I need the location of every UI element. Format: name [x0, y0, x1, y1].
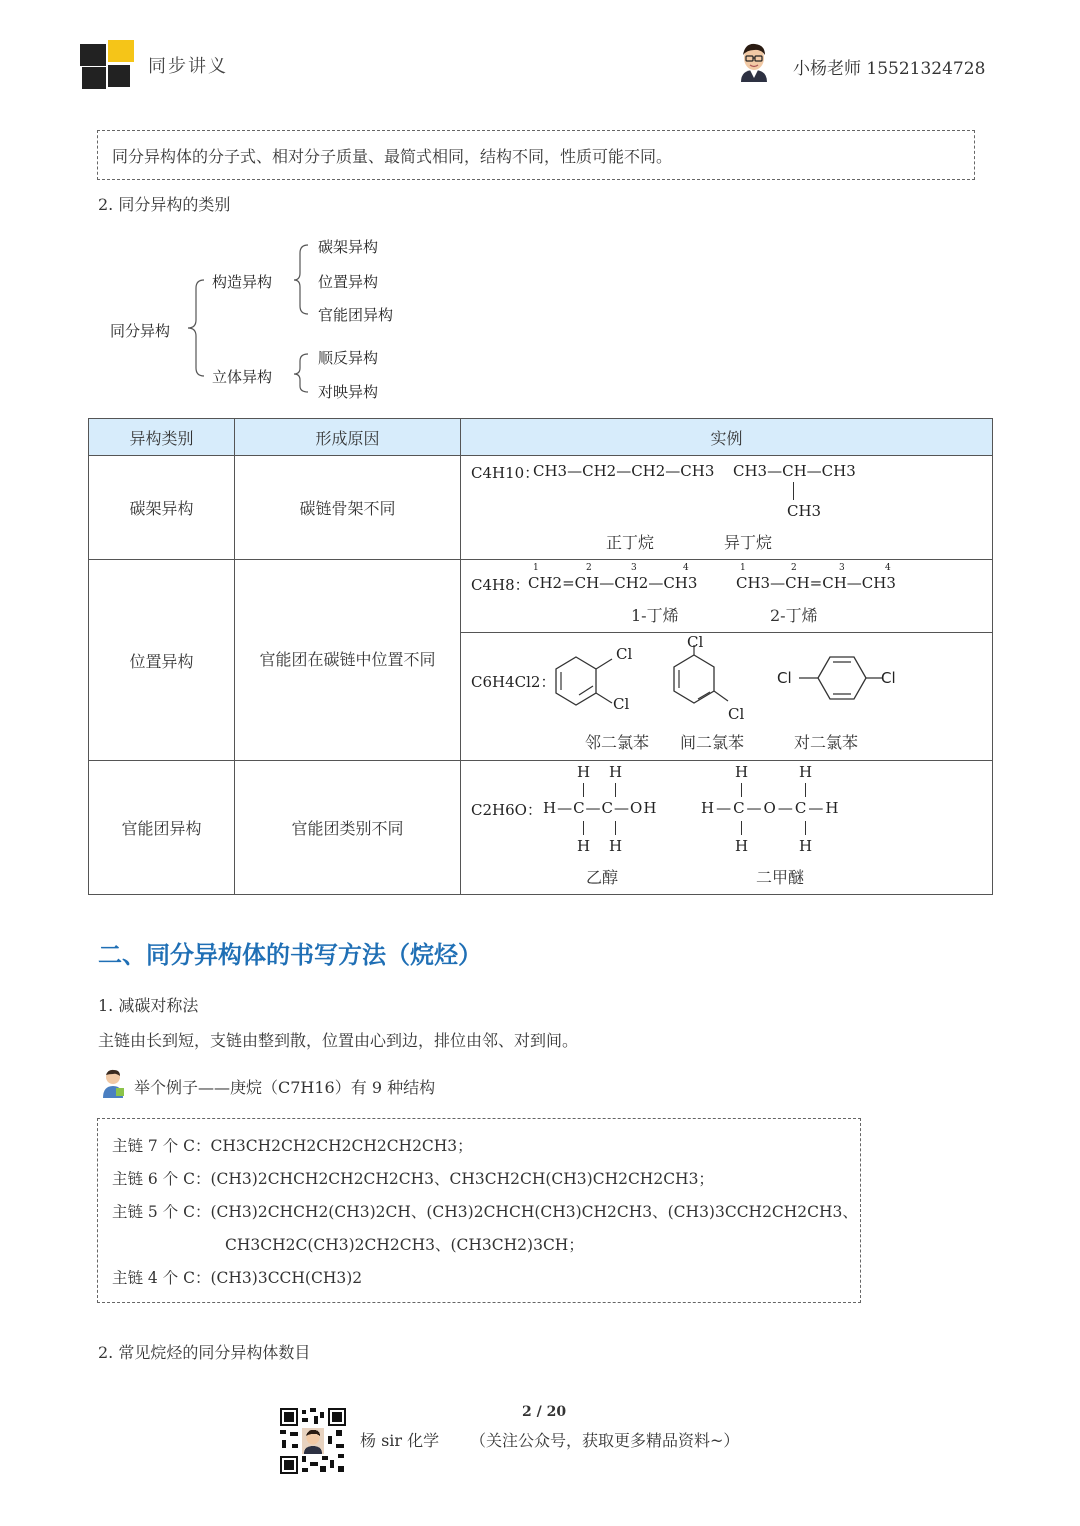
example-line: CH3CH2C(CH3)2CH2CH3、(CH3CH2)3CH； — [225, 1236, 584, 1254]
isomer-tree — [100, 228, 420, 408]
compound-name: 间二氯苯 — [680, 733, 745, 752]
hydrogen-label: H — [735, 837, 749, 855]
note-box — [97, 130, 975, 180]
table-row — [89, 456, 993, 560]
compound-name: 对二氯苯 — [794, 733, 859, 752]
carbon-number: 4 — [885, 563, 891, 573]
row-reason-text: 官能团在碳链中位置不同 — [259, 650, 436, 669]
teacher-contact: 小杨老师 15521324728 — [793, 59, 986, 79]
butene1-formula: CH2=CH—CH2—CH3 — [528, 574, 698, 592]
row-reason: 官能团类别不同 — [235, 761, 461, 895]
hydrogen-label: H — [577, 763, 591, 781]
tree-branch-construction: 构造异构 — [212, 273, 273, 291]
hydrogen-label: H — [799, 763, 813, 781]
note-text: 同分异构体的分子式、相对分子质量、最简式相同，结构不同，性质可能不同。 — [112, 147, 673, 166]
row-reason — [235, 560, 461, 761]
table-header-cell: 形成原因 — [235, 419, 461, 456]
tree-leaf: 官能团异构 — [318, 306, 394, 324]
row-example — [461, 761, 993, 895]
compound-name: 1-丁烯 — [631, 606, 679, 625]
carbon-number: 3 — [631, 563, 637, 573]
isomer-table — [88, 418, 993, 895]
section-heading-categories: 2. 同分异构的类别 — [98, 195, 231, 214]
butene2-formula: CH3—CH=CH—CH3 — [736, 574, 896, 592]
table-row — [89, 560, 993, 761]
row-example — [461, 456, 993, 560]
bond — [805, 783, 806, 797]
tree-leaf: 顺反异构 — [318, 349, 379, 367]
bond — [805, 821, 806, 835]
example-line: 主链 5 个 C：(CH3)2CHCH2(CH3)2CH、(CH3)2CHCH(CH3)CH2CH3、(CH3)3CCH2CH2CH3、 — [112, 1203, 858, 1221]
header-title: 同步讲义 — [148, 56, 228, 77]
isobutane-main: CH3—CH—CH3 — [733, 462, 856, 480]
section-title: 二、同分异构体的书写方法（烷烃） — [98, 941, 482, 969]
carbon-number: 3 — [839, 563, 845, 573]
row-type: 碳架异构 — [89, 456, 235, 560]
hydrogen-label: H — [799, 837, 813, 855]
compound-name: 邻二氯苯 — [585, 733, 650, 752]
compound-name: 异丁烷 — [724, 533, 773, 552]
footer-brand: 杨 sir 化学 — [360, 1431, 440, 1450]
ethanol-formula: H—C—C—OH — [543, 799, 658, 817]
tree-leaf: 对映异构 — [318, 383, 379, 401]
butene-cell — [461, 560, 992, 633]
bond — [583, 783, 584, 797]
example-intro: 举个例子——庚烷（C7H16）有 9 种结构 — [134, 1078, 436, 1097]
carbon-number: 2 — [791, 563, 797, 573]
dichlorobenzene-cell — [461, 633, 992, 760]
carbon-number: 1 — [533, 563, 539, 573]
example-line: 主链 7 个 C：CH3CH2CH2CH2CH2CH2CH3； — [112, 1137, 473, 1155]
compound-name: 乙醇 — [586, 868, 619, 887]
example-icon — [100, 1068, 126, 1098]
carbon-number: 1 — [740, 563, 746, 573]
hydrogen-label: H — [577, 837, 591, 855]
count-heading: 2. 常见烷烃的同分异构体数目 — [98, 1343, 311, 1362]
carbon-number: 4 — [683, 563, 689, 573]
logo — [80, 40, 135, 90]
tree-root: 同分异构 — [110, 322, 171, 340]
tree-leaf: 碳架异构 — [318, 238, 379, 256]
compound-name: 二甲醚 — [756, 868, 805, 887]
cl-label: Cl — [777, 669, 792, 687]
tree-branch-stereo: 立体异构 — [212, 368, 273, 386]
bond — [615, 821, 616, 835]
compound-name: 2-丁烯 — [770, 606, 818, 625]
row-reason: 碳链骨架不同 — [235, 456, 461, 560]
example-line: 主链 6 个 C：(CH3)2CHCH2CH2CH2CH3、CH3CH2CH(CH3)CH2CH2CH3； — [112, 1170, 714, 1188]
qr-code[interactable] — [280, 1408, 346, 1474]
bond — [741, 821, 742, 835]
carbon-number: 2 — [586, 563, 592, 573]
cl-label: Cl — [881, 669, 896, 687]
formula-prefix: C2H6O： — [471, 801, 542, 819]
formula-prefix: C4H10： — [471, 464, 540, 482]
formula-prefix: C6H4Cl2： — [471, 673, 556, 691]
butane-formula: CH3—CH2—CH2—CH3 — [533, 462, 715, 480]
table-header-cell: 实例 — [461, 419, 993, 456]
row-type: 官能团异构 — [89, 761, 235, 895]
cl-label: Cl — [687, 633, 704, 651]
method-heading: 1. 减碳对称法 — [98, 996, 199, 1015]
example-line: 主链 4 个 C：(CH3)3CCH(CH3)2 — [112, 1269, 363, 1287]
bond — [615, 783, 616, 797]
branch-bond — [793, 482, 794, 500]
cl-label: Cl — [728, 705, 745, 723]
row-type: 位置异构 — [89, 560, 235, 761]
page-number: 2 / 20 — [522, 1404, 567, 1420]
cl-label: Cl — [613, 695, 630, 713]
hydrogen-label: H — [609, 837, 623, 855]
bond — [583, 821, 584, 835]
isobutane-branch: CH3 — [787, 502, 822, 520]
table-row — [89, 761, 993, 895]
footer-slogan: （关注公众号，获取更多精品资料~） — [470, 1431, 740, 1450]
method-rule: 主链由长到短，支链由整到散，位置由心到边，排位由邻、对到间。 — [98, 1031, 579, 1050]
table-header-row — [89, 419, 993, 456]
compound-name: 正丁烷 — [606, 533, 655, 552]
formula-prefix: C4H8： — [471, 576, 530, 594]
hydrogen-label: H — [609, 763, 623, 781]
tree-leaf: 位置异构 — [318, 273, 379, 291]
bond — [741, 783, 742, 797]
table-header-cell: 异构类别 — [89, 419, 235, 456]
row-example — [461, 560, 993, 761]
ether-formula: H—C—O—C—H — [701, 799, 841, 817]
hydrogen-label: H — [735, 763, 749, 781]
cl-label: Cl — [616, 645, 633, 663]
example-box — [97, 1118, 861, 1303]
teacher-avatar — [735, 40, 773, 82]
